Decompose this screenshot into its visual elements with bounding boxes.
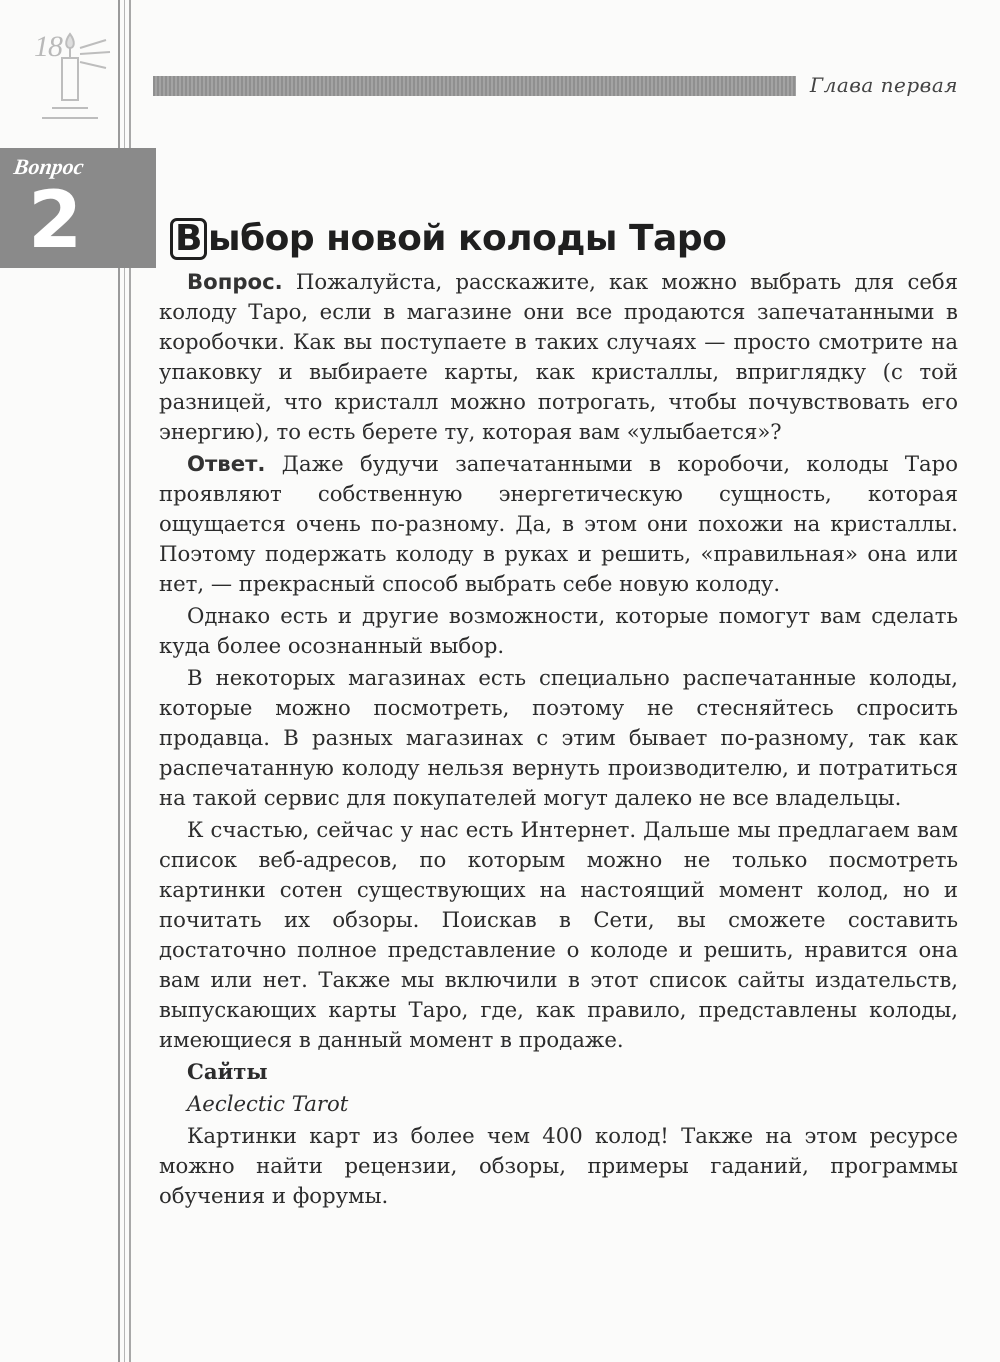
answer-paragraph	[159, 449, 958, 599]
page-number: 18	[34, 30, 62, 63]
question-badge-label: Вопрос	[12, 154, 86, 179]
question-badge-number: 2	[28, 176, 83, 266]
title-initial: В	[170, 218, 207, 260]
header-bar	[153, 76, 796, 96]
sites-heading: Сайты	[187, 1059, 268, 1084]
question-label: Вопрос.	[187, 269, 283, 294]
article-body	[159, 267, 958, 1213]
chapter-title: Глава первая	[809, 73, 958, 97]
site-description: Картинки карт из более чем 400 колод! Также на этом ресурсе можно найти рецензии, обзоры, примеры гаданий, программы обучения и форумы.	[159, 1123, 958, 1208]
title-rest: ыбор новой колоды Таро	[207, 218, 727, 259]
paragraph: Однако есть и другие возможности, которые помогут вам сделать куда более осознанный выбор.	[159, 603, 958, 658]
answer-label: Ответ.	[187, 451, 266, 476]
answer-text: Даже будучи запечатанными в коробочи, колоды Таро проявляют собственную энергетическую сущность, которая ощущается очень по-разному. Да, в этом они похожи на кристаллы. Поэтому подержать колоду в руках и решить, «правильная» она или нет, — прекрасный способ выбрать себе новую колоду.	[159, 451, 958, 596]
paragraph: В некоторых магазинах есть специально распечатанные колоды, которые можно посмотреть, поэтому не стесняйтесь спросить продавца. В разных магазинах с этим бывает по-разному, так как распечатанную колоду нельзя вернуть производителю, и потратиться на такой сервис для покупателей могут далеко не все владельцы.	[159, 665, 958, 810]
question-badge	[0, 148, 156, 268]
page-title	[170, 216, 726, 262]
question-text: Пожалуйста, расскажите, как можно выбрать для себя колоду Таро, если в магазине они все продаются запечатанными в коробочки. Как вы поступаете в таких случаях — просто смотрите на упаковку и выбираете карты, как кристаллы, вприглядку (с той разницей, что кристалл можно потрогать, чтобы почувствовать его энергию), то есть берете ту, которая вам «улыбается»?	[159, 269, 958, 444]
paragraph: К счастью, сейчас у нас есть Интернет. Дальше мы предлагаем вам список веб-адресов, по которым можно не только посмотреть картинки сотен существующих на настоящий момент колод, но и почитать их обзоры. Поискав в Сети, вы сможете составить достаточно полное представление о колоде и решить, нравится она вам или нет. Также мы включили в этот список сайты издательств, выпускающих карты Таро, где, как правило, представлены колоды, имеющиеся в данный момент в продаже.	[159, 817, 958, 1052]
site-name: Aeclectic Tarot	[187, 1091, 349, 1116]
question-paragraph	[159, 267, 958, 447]
